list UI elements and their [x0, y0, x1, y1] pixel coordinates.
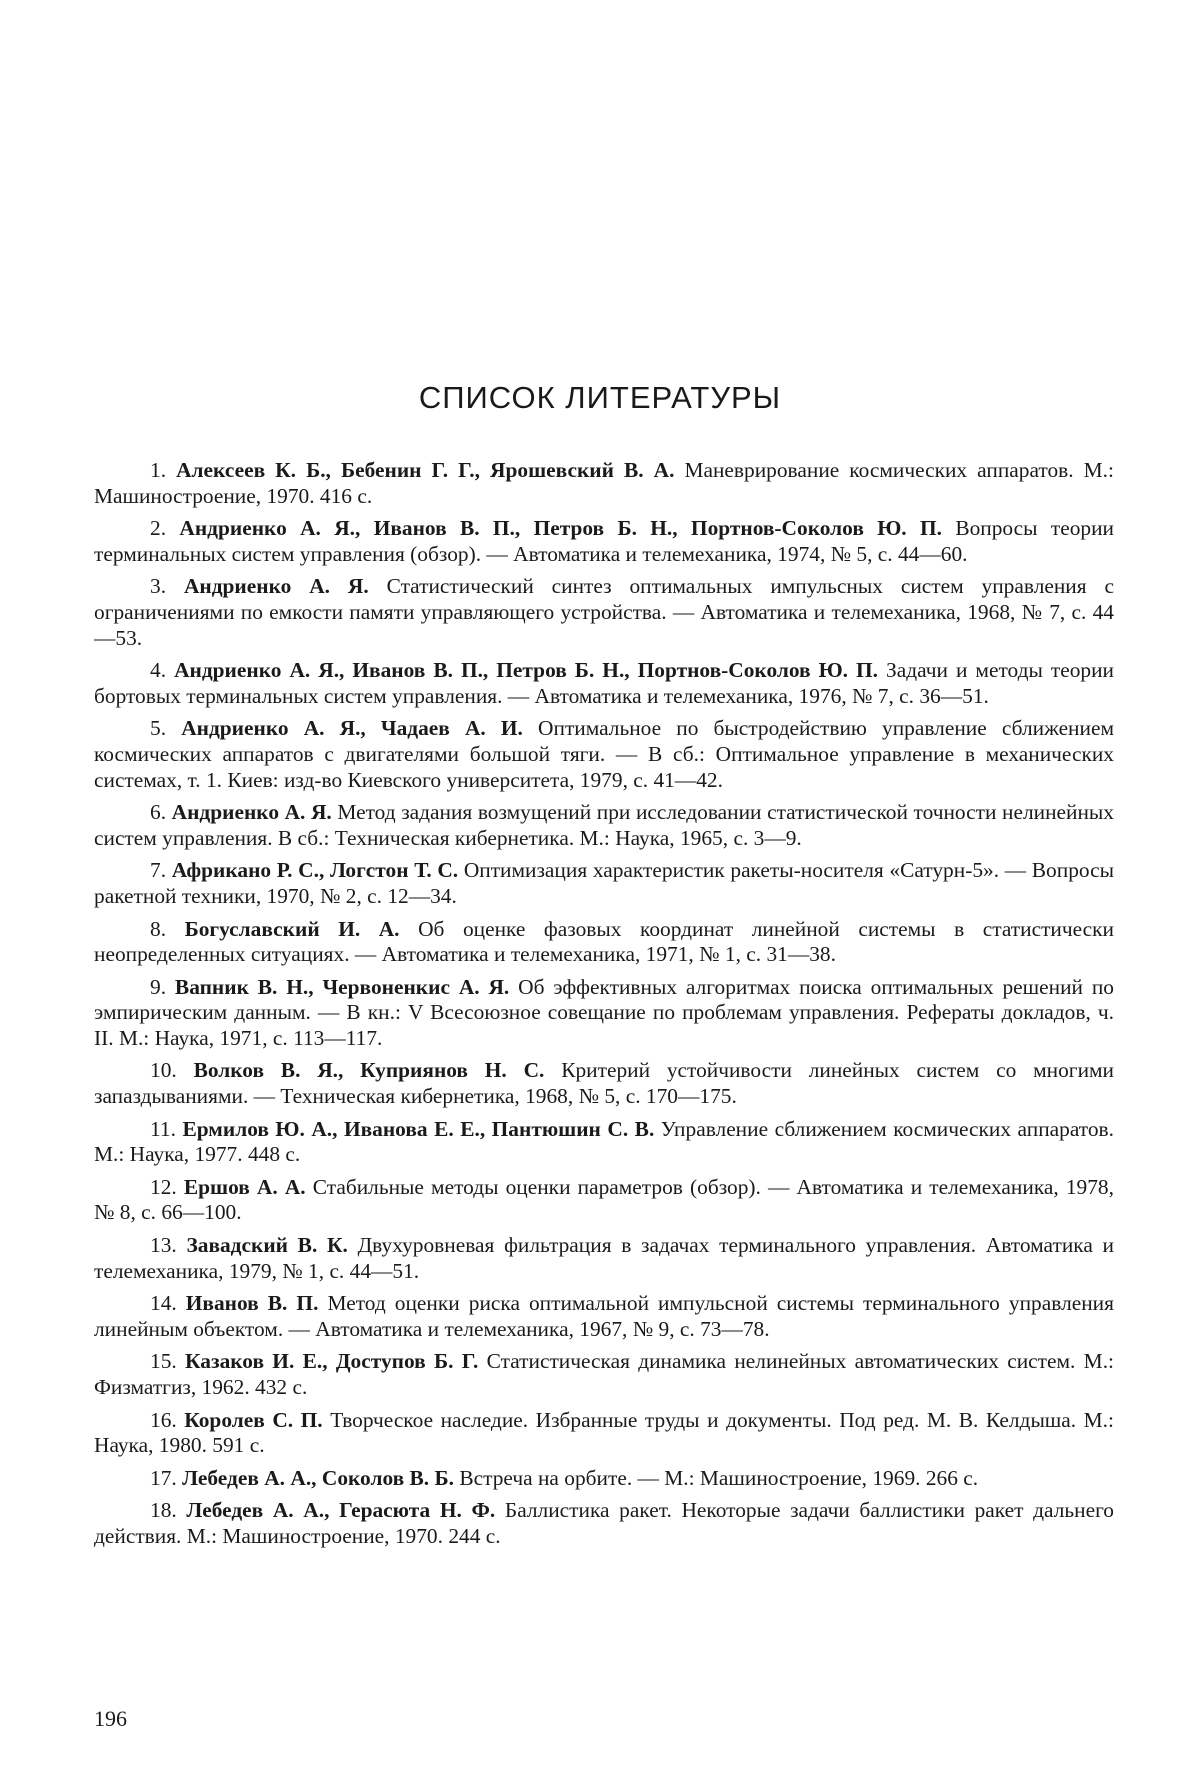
reference-text: Задачи и методы теории бортовых терминальных систем управления. — Автоматика и телемеханика, 1976, № 7, с. 36—51.	[94, 658, 1114, 708]
reference-item	[94, 858, 1114, 909]
reference-authors: Андриенко А. Я., Иванов В. П., Петров Б. Н., Портнов-Соколов Ю. П.	[174, 658, 879, 683]
reference-authors: Иванов В. П.	[185, 1291, 319, 1316]
reference-number: 10.	[150, 1058, 177, 1083]
reference-item	[94, 800, 1114, 851]
reference-text: Критерий устойчивости линейных систем со многими запаздываниями. — Техническая кибернетика, 1968, № 5, с. 170—175.	[94, 1058, 1115, 1109]
reference-authors: Лебедев А. А., Герасюта Н. Ф.	[186, 1498, 496, 1523]
reference-authors: Завадский В. К.	[186, 1233, 348, 1258]
reference-text: Маневрирование космических аппаратов. М.: Машиностроение, 1970. 416 с.	[94, 458, 1114, 508]
reference-text: Метод оценки риска оптимальной импульсной системы терминального управления линейным объектом. — Автоматика и телемеханика, 1967, № 9, с. 73—78.	[94, 1291, 1114, 1341]
page-number: 196	[94, 1706, 127, 1731]
reference-authors: Королев С. П.	[184, 1407, 323, 1432]
reference-text: Оптимальное по быстродействию управление сближением космических аппаратов с двигателями большой тяги. — В сб.: Оптимальное управление в механических системах, т. 1. Киев: изд-во Киевского университета, 1979, с. 41—42.	[94, 716, 1114, 792]
reference-number: 17.	[150, 1465, 177, 1490]
reference-item	[94, 1117, 1114, 1168]
reference-number: 1.	[150, 458, 167, 482]
reference-item	[94, 516, 1114, 567]
reference-text: Вопросы теории терминальных систем управления (обзор). — Автоматика и телемеханика, 1974, № 5, с. 44—60.	[94, 516, 1114, 566]
reference-item	[94, 1058, 1114, 1109]
reference-authors: Ермилов Ю. А., Иванова Е. Е., Пантюшин С. В.	[182, 1116, 655, 1141]
reference-authors: Ершов А. А.	[183, 1174, 306, 1199]
reference-text: Управление сближением космических аппаратов. М.: Наука, 1977. 448 с.	[94, 1116, 1114, 1167]
reference-authors: Лебедев А. А., Соколов В. Б.	[182, 1465, 454, 1490]
reference-item	[94, 917, 1114, 968]
page-title: СПИСОК ЛИТЕРАТУРЫ	[418, 380, 782, 415]
reference-number: 14.	[150, 1291, 177, 1316]
reference-item	[94, 1291, 1114, 1342]
reference-item	[94, 716, 1114, 793]
reference-text: Творческое наследие. Избранные труды и документы. Под ред. М. В. Келдыша. М.: Наука, 1980. 591 с.	[94, 1407, 1114, 1458]
reference-authors: Андриенко А. Я.	[183, 574, 369, 599]
reference-item	[94, 975, 1114, 1052]
reference-number: 5.	[150, 716, 167, 741]
reference-authors: Андриенко А. Я.	[171, 800, 332, 825]
reference-authors: Казаков И. Е., Доступов Б. Г.	[185, 1349, 479, 1374]
reference-number: 6.	[150, 800, 167, 825]
reference-item	[94, 1408, 1114, 1459]
reference-text: Стабильные методы оценки параметров (обзор). — Автоматика и телемеханика, 1978, № 8, с. 66—100.	[94, 1174, 1114, 1225]
reference-item	[94, 574, 1114, 651]
reference-number: 3.	[150, 574, 167, 599]
reference-number: 7.	[150, 858, 167, 883]
reference-text: Баллистика ракет. Некоторые задачи баллистики ракет дальнего действия. М.: Машиностроение, 1970. 244 с.	[94, 1498, 1115, 1548]
reference-number: 12.	[150, 1174, 177, 1199]
reference-text: Об оценке фазовых координат линейной системы в статистически неопределенных ситуациях. — Автоматика и телемеханика, 1971, № 1, с. 31—38.	[94, 916, 1114, 967]
reference-number: 4.	[150, 658, 167, 683]
reference-authors: Андриенко А. Я., Иванов В. П., Петров Б. Н., Портнов-Соколов Ю. П.	[179, 516, 942, 541]
reference-authors: Африкано Р. С., Логстон Т. С.	[171, 858, 459, 883]
reference-text: Об эффективных алгоритмах поиска оптимальных решений по эмпирическим данным. — В кн.: V Всесоюзное совещание по проблемам управления. Рефераты докладов, ч. II. М.: Наука, 1971, с. 113—117.	[94, 974, 1114, 1050]
reference-item	[94, 658, 1114, 709]
reference-text: Двухуровневая фильтрация в задачах терминального управления. Автоматика и телемеханика, 1979, № 1, с. 44—51.	[94, 1233, 1114, 1283]
reference-item	[94, 1233, 1114, 1284]
reference-authors: Андриенко А. Я., Чадаев А. И.	[181, 716, 523, 741]
reference-item	[94, 1466, 1114, 1492]
reference-number: 18.	[150, 1498, 177, 1523]
reference-item	[94, 458, 1114, 509]
reference-item	[94, 1349, 1114, 1400]
reference-authors: Вапник В. Н., Червоненкис А. Я.	[174, 974, 510, 999]
reference-text: Статистический синтез оптимальных импульсных систем управления с ограничениями по емкости памяти управляющего устройства. — Автоматика и телемеханика, 1968, № 7, с. 44—53.	[94, 574, 1114, 650]
reference-text: Статистическая динамика нелинейных автоматических систем. М.: Физматгиз, 1962. 432 с.	[94, 1349, 1114, 1399]
reference-number: 2.	[150, 516, 167, 541]
reference-number: 9.	[150, 974, 167, 999]
reference-number: 8.	[150, 916, 167, 941]
reference-number: 16.	[150, 1407, 177, 1432]
reference-item	[94, 1498, 1114, 1549]
reference-text: Метод задания возмущений при исследовании статистической точности нелинейных систем управления. В сб.: Техническая кибернетика. М.: Наука, 1965, с. 3—9.	[94, 800, 1114, 850]
reference-list	[94, 458, 1114, 1557]
reference-authors: Алексеев К. Б., Бебенин Г. Г., Ярошевский В. А.	[176, 458, 675, 482]
reference-number: 15.	[150, 1349, 177, 1374]
reference-text: Встреча на орбите. — М.: Машиностроение, 1969. 266 с.	[459, 1465, 979, 1490]
reference-authors: Волков В. Я., Куприянов Н. С.	[193, 1058, 545, 1083]
reference-number: 13.	[150, 1233, 177, 1258]
reference-authors: Богуславский И. А.	[184, 916, 400, 941]
reference-text: Оптимизация характеристик ракеты-носителя «Сатурн-5». — Вопросы ракетной техники, 1970, № 2, с. 12—34.	[94, 858, 1114, 908]
reference-item	[94, 1175, 1114, 1226]
reference-number: 11.	[150, 1116, 176, 1141]
